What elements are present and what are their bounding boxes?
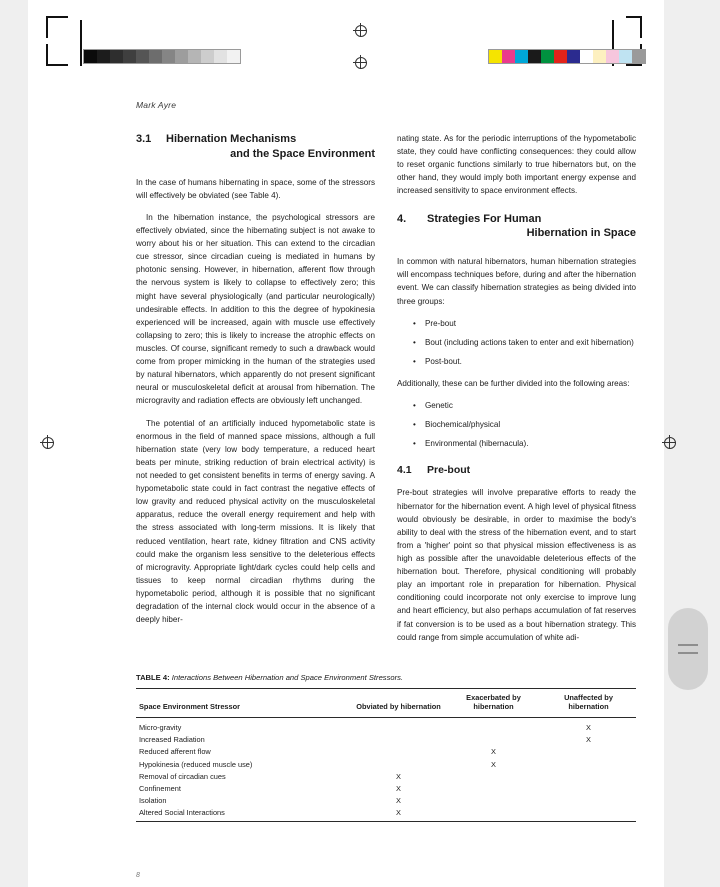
table-cell-stressor: Reduced afferent flow — [139, 747, 211, 757]
handle-grip-line — [678, 644, 698, 646]
table-caption — [136, 673, 636, 682]
table-cell-obviated: X — [396, 796, 401, 806]
section-title-4-1: Pre-bout — [427, 464, 471, 477]
table-cell-stressor: Isolation — [139, 796, 167, 806]
table-cell-obviated — [351, 746, 446, 758]
table-cell-obviated — [351, 718, 446, 734]
table-header-cell: Unaffected by hibernation — [564, 692, 613, 712]
list-item: • Environmental (hibernacula). — [415, 437, 636, 450]
registration-target-left — [40, 435, 54, 449]
table-row — [136, 718, 636, 734]
table-row — [136, 782, 636, 794]
list-item: • Biochemical/physical — [415, 418, 636, 431]
table-cell-unaffected — [541, 782, 636, 794]
handle-grip-line — [678, 652, 698, 654]
table-caption-text: Interactions Between Hibernation and Space Environment Stressors. — [171, 672, 404, 682]
table-cell-exacerbated: X — [491, 759, 496, 769]
table-cell-stressor: Confinement — [139, 783, 181, 793]
table-cell-exacerbated — [446, 782, 541, 794]
table-cell-exacerbated — [446, 795, 541, 807]
paragraph-4-1-1: Pre-bout strategies will involve preparative efforts to ready the hibernator for the hibernation event. A high level of physical fitness would obviously be desirable, in order to maximise the body's ability to deal with the stress of the hibernation event, and to start from a 'higher' point so that physical mission effectiveness is as high as possible after the unavoidable deleterious effects of the hibernation bout. Therefore, physical conditioning will probably play an important role in preparation for hibernation. Physical conditioning could incorporate not only exercise to improve lung and heart efficiency, but also perhaps accumulation of fat reserves if fat conversion is to be used as a bout hibernation strategy. This could range from simple accumulation of white adi- — [397, 488, 636, 642]
registration-target-top — [353, 23, 367, 37]
section-heading-3-1 — [136, 132, 375, 162]
table-row — [136, 770, 636, 782]
table-header-row — [136, 688, 636, 717]
crop-mark-bottom-left — [46, 40, 86, 80]
table-cell-unaffected: X — [586, 735, 591, 745]
table-cell-exacerbated — [446, 718, 541, 734]
color-calibration-strip — [488, 49, 646, 64]
list-item: • Bout (including actions taken to enter and exit hibernation) — [415, 336, 636, 349]
table-cell-stressor: Removal of circadian cues — [139, 771, 226, 781]
table-header-cell: Exacerbated by hibernation — [466, 692, 521, 712]
page-sheet — [28, 0, 664, 887]
running-head: Mark Ayre — [136, 100, 177, 110]
scroll-handle[interactable] — [668, 608, 708, 690]
table-cell-obviated — [351, 734, 446, 746]
paragraph-4-1: In common with natural hibernators, human hibernation strategies will encompass techniques before, during and after the hibernation event. We can classify hibernation strategies as being divided into three groups: — [397, 257, 636, 306]
paragraph-3-1-1: In the case of humans hibernating in space, some of the stressors will effectively be obviated (see Table 4). — [136, 177, 375, 200]
table-cell-stressor: Micro-gravity — [139, 723, 182, 732]
section-number-4-1: 4.1 — [397, 464, 412, 477]
section-number-4: 4. — [397, 212, 407, 225]
section-heading-4 — [397, 212, 636, 242]
section-title-4-line2: Hibernation in Space — [526, 227, 636, 240]
table-cell-unaffected — [541, 746, 636, 758]
column-right — [397, 132, 636, 653]
section-number-3-1: 3.1 — [136, 133, 152, 145]
table-row — [136, 807, 636, 822]
section-title-3-1-line1: Hibernation Mechanisms — [166, 133, 297, 145]
bullet-list-areas — [397, 399, 636, 450]
table-cell-exacerbated: X — [491, 747, 496, 757]
grayscale-calibration-strip — [83, 49, 241, 64]
table-cell-exacerbated — [446, 770, 541, 782]
page-content — [136, 100, 636, 822]
table-label: TABLE 4: — [136, 672, 170, 682]
table-cell-unaffected — [541, 795, 636, 807]
table-cell-exacerbated — [446, 807, 541, 822]
registration-target-right — [662, 435, 676, 449]
table-header-cell: Space Environment Stressor — [139, 702, 241, 712]
table-cell-unaffected — [541, 758, 636, 770]
table-cell-unaffected: X — [586, 723, 591, 732]
table-row — [136, 734, 636, 746]
table-row — [136, 795, 636, 807]
table-4 — [136, 688, 636, 823]
paragraph-3-1-2: In the hibernation instance, the psychological stressors are effectively obviated, since the hibernating subject is not awake to worry about his or her situation. This can extend to the circadian cue stressor, since circadian cueing is mediated in humans by photonic sensing. However, in hibernation, afferent flow through the nervous system is likely to collapse to effectively zero; this might have several physiologically (and particular neurologically) undesirable effects. In addition to this the degree of hypokinesia experienced will be increased, again with muscle use effectively collapsing to zero; this is likely to increase the atrophic effects on muscles. Of course, significant remedy to such a drawback would come from proper mimicking in the human of the strategies used by natural hibernators, which apparently do not present significant neural or musculoskeletal deficit at arousal from hibernation. The microgravity and radiation effects are obviously left unchanged. — [136, 212, 375, 406]
table-cell-unaffected — [541, 770, 636, 782]
paragraph-3-1-3-continued: nating state. As for the periodic interruptions of the hypometabolic state, they could have conflicting consequences: they could allow to reset organic functions similarly to true hibernators but, on the other hand, they would imply both important energy expense and increased sensitivity to space environment effects. — [397, 134, 636, 196]
list-item: • Pre-bout — [415, 317, 636, 330]
table-cell-stressor: Hypokinesia (reduced muscle use) — [139, 759, 253, 769]
table-cell-obviated — [351, 758, 446, 770]
column-left — [136, 132, 375, 653]
table-cell-obviated: X — [396, 771, 401, 781]
table-cell-unaffected — [541, 807, 636, 822]
paragraph-3-1-3: The potential of an artificially induced hypometabolic state is enormous in the field of manned space missions, although a full hibernation state (very low body temperature, a reduced heart beats per minute, striking reduction of brain electrical activity) is not needed to get consistent benefits in terms of energy saving. A hypometabolic state could in fact contrast the negative effects of low gravity and reduced physical activity on the musculoskeletal apparatus, reduce the overall energy requirement and help with the stress associated with long-term missions. It is likely that reduced ventilation, heart rate, kidney filtration and CNS activity could make the organism less sensitive to the deleterious effects of microgravity. Appropriate light/dark cycles could help cells and tissues to keep normal circadian rhythms during the hypometabolic period, although it is possible that no significant degradation of the internal clock would occur in the absence of a deeply hiber- — [136, 418, 375, 625]
table-4-container — [136, 673, 636, 823]
section-heading-4-1 — [397, 464, 636, 476]
paragraph-4-2: Additionally, these can be further divided into the following areas: — [397, 379, 630, 388]
table-row — [136, 746, 636, 758]
two-column-layout — [136, 132, 636, 653]
table-cell-obviated: X — [396, 808, 401, 818]
table-cell-stressor: Altered Social Interactions — [139, 808, 225, 818]
page-gutter-left — [0, 0, 28, 887]
table-header-cell: Obviated by hibernation — [356, 702, 441, 712]
table-row — [136, 758, 636, 770]
table-cell-stressor: Increased Radiation — [139, 735, 205, 745]
list-item: • Genetic — [415, 399, 636, 412]
list-item: • Post-bout. — [415, 355, 636, 368]
table-cell-obviated: X — [396, 783, 401, 793]
section-title-4-line1: Strategies For Human — [427, 212, 542, 225]
registration-target-upper — [353, 55, 367, 69]
page-number: 8 — [136, 872, 140, 879]
bullet-list-bout-groups — [397, 317, 636, 368]
table-cell-exacerbated — [446, 734, 541, 746]
section-title-3-1-line2: and the Space Environment — [230, 147, 375, 160]
